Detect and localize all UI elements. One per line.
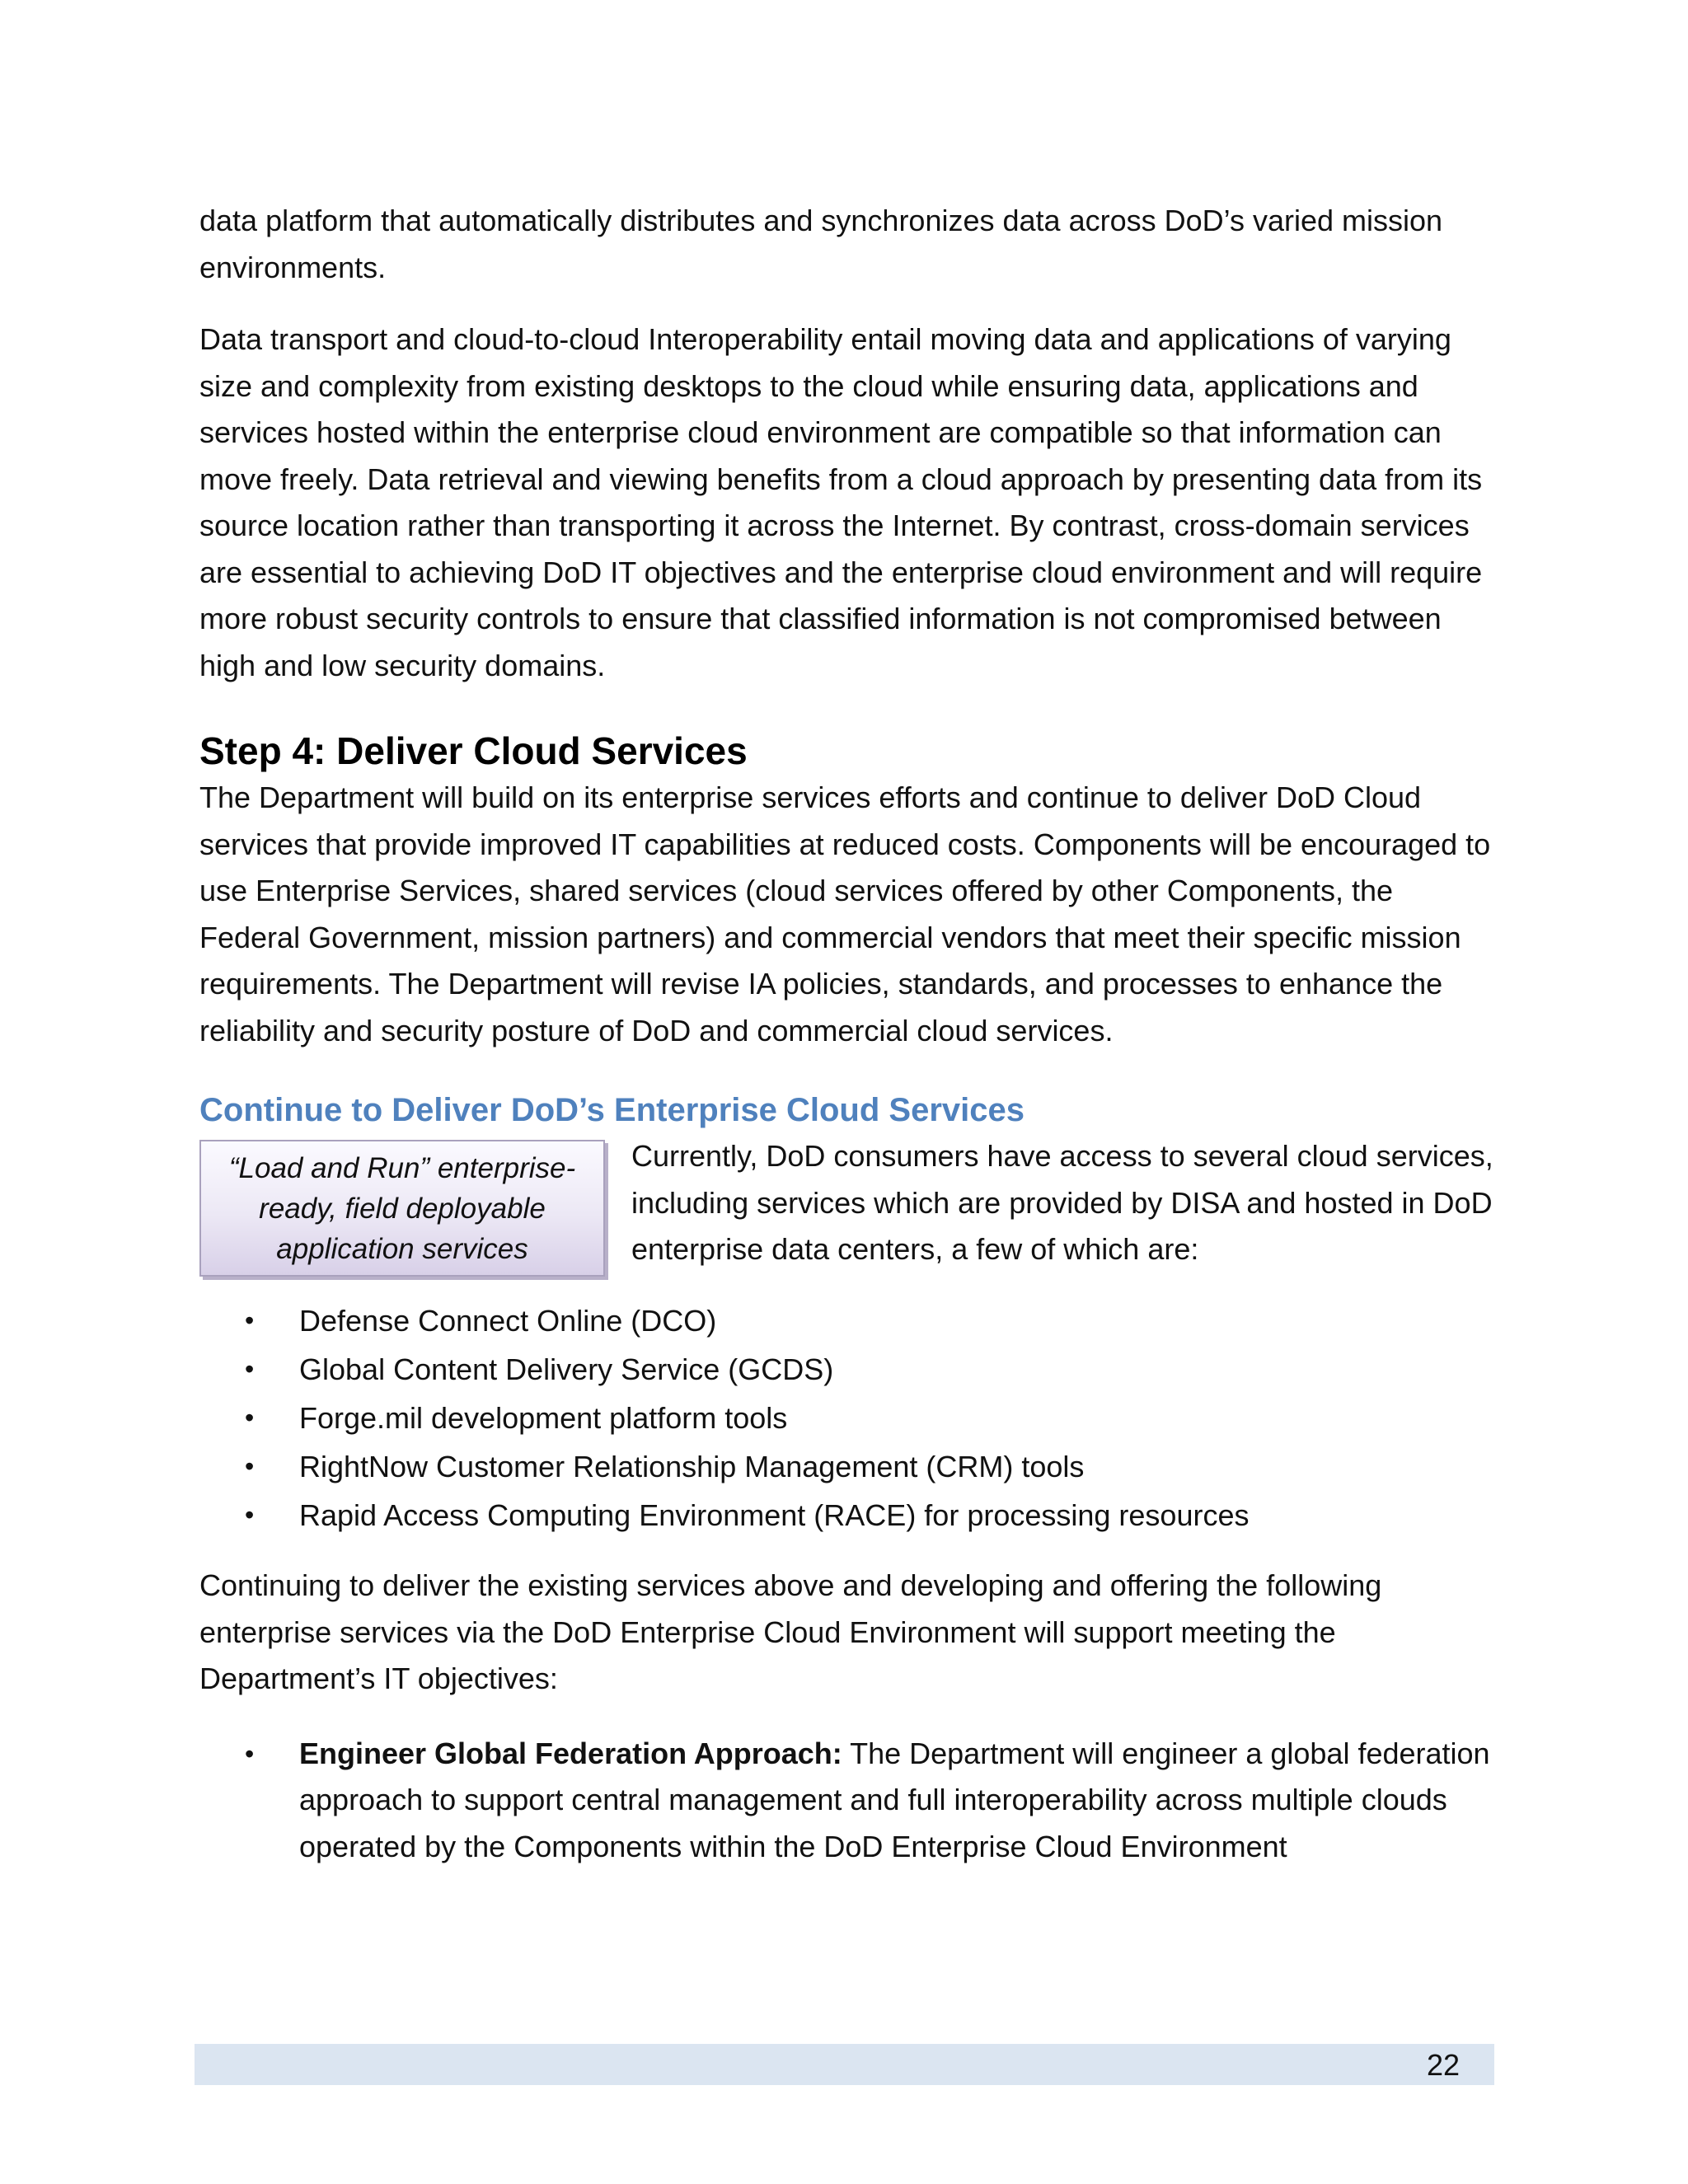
service-label: RightNow Customer Relationship Management (CRM) tools bbox=[299, 1450, 1085, 1483]
objective-text: The Department will engineer a global federation approach to support central management and full interoperability across multiple clouds operated by the Components within the DoD Enterprise Cloud Environment bbox=[299, 1736, 1490, 1863]
service-label: Defense Connect Online (DCO) bbox=[299, 1304, 717, 1338]
list-item bbox=[199, 1442, 1493, 1491]
paragraph-current-services: Currently, DoD consumers have access to several cloud services, including services which are provided by DISA and hosted in DoD enterprise data centers, a few of which are: bbox=[631, 1139, 1493, 1266]
paragraph-continuing-services: Continuing to deliver the existing services above and developing and offering the following enterprise services via the DoD Enterprise Cloud Environment will support meeting the Department’s IT objectives: bbox=[199, 1568, 1382, 1695]
list-item bbox=[199, 1345, 1493, 1394]
callout-box bbox=[199, 1140, 605, 1277]
list-item bbox=[199, 1731, 1493, 1871]
page-number: 22 bbox=[1426, 2048, 1460, 2082]
callout-text: “Load and Run” enterprise-ready, field deployable application services bbox=[228, 1151, 576, 1265]
section-heading-step-4: Step 4: Deliver Cloud Services bbox=[199, 729, 748, 772]
document-page bbox=[199, 198, 1493, 1870]
list-item bbox=[199, 1296, 1493, 1345]
service-label: Forge.mil development platform tools bbox=[299, 1401, 788, 1435]
service-label: Rapid Access Computing Environment (RACE) for processing resources bbox=[299, 1498, 1250, 1532]
paragraph-deliver-cloud-services: The Department will build on its enterprise services efforts and continue to deliver DoD Cloud services that provide improved IT capabilities at reduced costs. Components will be encouraged to use Enterprise Services, shared services (cloud services offered by other Components, the Federal Government, mission partners) and commercial vendors that meet their specific mission requirements. The Department will revise IA policies, standards, and processes to enhance the reliability and security posture of DoD and commercial cloud services. bbox=[199, 780, 1491, 1047]
bullet-icon: • bbox=[245, 1451, 255, 1481]
list-item bbox=[199, 1394, 1493, 1442]
bullet-icon: • bbox=[245, 1403, 255, 1432]
service-label: Global Content Delivery Service (GCDS) bbox=[299, 1352, 834, 1386]
footer-bar bbox=[195, 2044, 1494, 2085]
bullet-icon: • bbox=[245, 1354, 255, 1384]
callout-and-intro bbox=[199, 1133, 1493, 1285]
paragraph-data-transport: Data transport and cloud-to-cloud Interoperability entail moving data and applications of varying size and complexity from existing desktops to the cloud while ensuring data, applications and services hosted within the enterprise cloud environment are compatible so that information can move freely. Data retrieval and viewing benefits from a cloud approach by presenting data from its source location rather than transporting it across the Internet. By contrast, cross-domain services are essential to achieving DoD IT objectives and the enterprise cloud environment and will require more robust security controls to ensure that classified information is not compromised between high and low security domains. bbox=[199, 322, 1483, 682]
bullet-icon: • bbox=[245, 1738, 255, 1769]
subsection-heading-enterprise-cloud-services: Continue to Deliver DoD’s Enterprise Cloud Services bbox=[199, 1092, 1025, 1128]
objectives-list bbox=[199, 1731, 1493, 1871]
bullet-icon: • bbox=[245, 1305, 255, 1335]
services-list bbox=[199, 1296, 1493, 1540]
list-item bbox=[199, 1491, 1493, 1540]
bullet-icon: • bbox=[245, 1500, 255, 1530]
paragraph-data-platform: data platform that automatically distributes and synchronizes data across DoD’s varied mission environments. bbox=[199, 204, 1443, 284]
objective-title: Engineer Global Federation Approach: bbox=[299, 1736, 842, 1770]
